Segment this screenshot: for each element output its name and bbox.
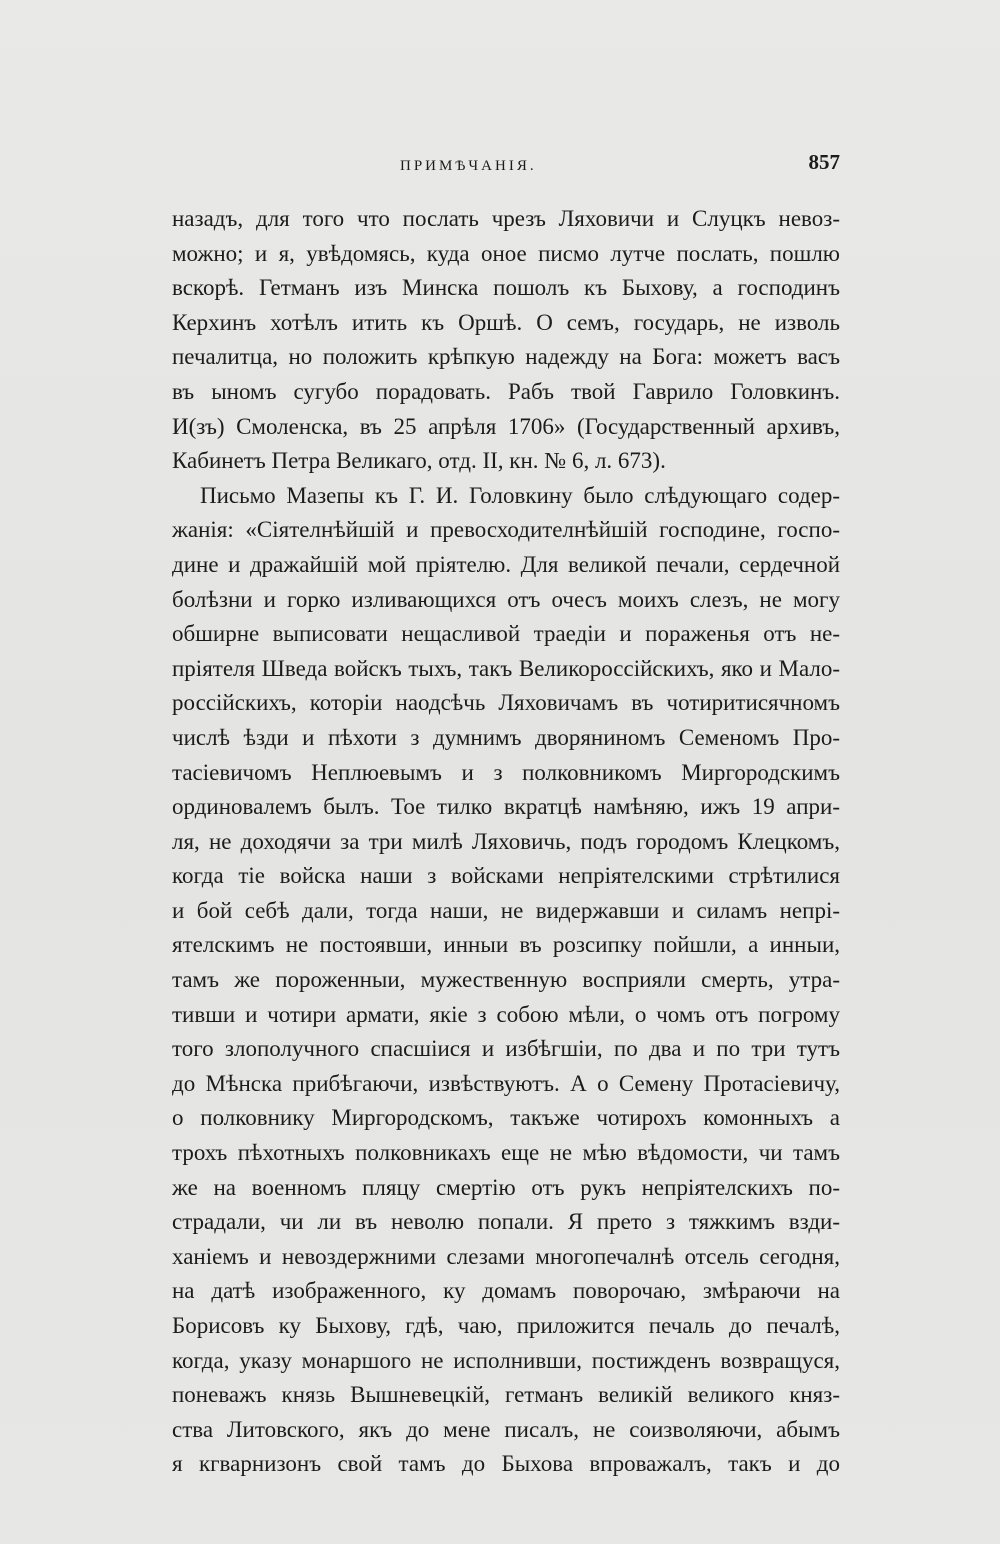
text-line: до Мѣнска прибѣгаючи, извѣствуютъ. А о Семену Протасіевичу, xyxy=(172,1070,840,1096)
text-line: поневажъ князь Вышневецкій, гетманъ великій великого княз- xyxy=(172,1382,840,1408)
text-line: жанія: «Сіятелнѣйшій и превосходителнѣйшій господине, госпо- xyxy=(172,517,840,543)
text-line: ятелскимъ не постоявши, инныи въ розсипку пойшли, а инныи, xyxy=(172,932,840,958)
text-line: ханіемъ и невоздержними слезами многопечалнѣ отсель сегодня, xyxy=(172,1243,840,1269)
text-line: И(зъ) Смоленска, въ 25 апрѣля 1706» (Государственный архивъ, xyxy=(172,413,840,439)
text-line: Борисовъ ку Быхову, гдѣ, чаю, приложится печаль до печалѣ, xyxy=(172,1313,840,1338)
running-head: ПРИМѢЧАНІЯ. xyxy=(400,158,537,174)
text-line: Керхинъ хотѣлъ итить къ Оршѣ. О семъ, государь, не изволь xyxy=(172,309,840,335)
text-line: же на военномъ пляцу смертію отъ рукъ непріятелскихъ по- xyxy=(172,1174,840,1200)
text-line: когда тіе войска наши з войсками непріятелскими стрѣтилися xyxy=(172,863,840,889)
text-line: назадъ, для того что послать чрезъ Ляховичи и Слуцкъ невоз- xyxy=(172,206,840,231)
text-line: того злополучного спасшіися и избѣгшіи, по два и по три тутъ xyxy=(172,1036,840,1062)
text-line: и бой себѣ дали, тогда наши, не видержавши и силамъ непрі- xyxy=(172,897,840,923)
text-line: болѣзни и горко изливающихся отъ очесъ моихъ слезъ, не могу xyxy=(172,586,840,612)
text-line: печалитца, но положить крѣпкую надежду на Бога: можетъ васъ xyxy=(172,344,840,370)
body-text xyxy=(172,202,840,1482)
text-line: ординовалемъ былъ. Тое тилко вкратцѣ намѣняю, ижъ 19 апри- xyxy=(172,794,840,820)
text-line: тасіевичомъ Неплюевымъ и з полковникомъ Миргородскимъ xyxy=(172,759,840,785)
page-header xyxy=(172,150,840,180)
text-line: въ ыномъ сугубо порадовать. Рабъ твой Гаврило Головкинъ. xyxy=(172,378,840,404)
text-line: на датѣ изображенного, ку домамъ поворочаю, змѣраючи на xyxy=(172,1278,840,1304)
text-line: страдали, чи ли въ неволю попали. Я прето з тяжкимъ взди- xyxy=(172,1209,840,1235)
text-line: вскорѣ. Гетманъ изъ Минска пошолъ къ Быхову, а господинъ xyxy=(172,275,840,301)
text-line: тивши и чотири армати, якіе з собою мѣли, о чомъ отъ погрому xyxy=(172,1001,840,1027)
text-line: можно; и я, увѣдомясь, куда оное писмо лутче послать, пошлю xyxy=(172,240,840,266)
text-line: дине и дражайшій мой пріятелю. Для великой печали, сердечной xyxy=(172,551,840,577)
text-line: обширне выписовати нещасливой траедіи и пораженья отъ не- xyxy=(172,621,840,647)
text-line: числѣ ѣзди и пѣхоти з думнимъ дворяниномъ Семеномъ Про- xyxy=(172,724,840,750)
text-line: Письмо Мазепы къ Г. И. Головкину было слѣдующаго содер- xyxy=(200,482,840,508)
text-line: я кгварнизонъ свой тамъ до Быхова впроважалъ, такъ и до xyxy=(172,1451,840,1477)
text-line: трохъ пѣхотныхъ полковникахъ еще не мѣю вѣдомости, чи тамъ xyxy=(172,1140,840,1166)
text-line: о полковнику Миргородскомъ, такъже чотирохъ комонныхъ а xyxy=(172,1105,840,1131)
text-line: Кабинетъ Петра Великаго, отд. II, кн. № 6, л. 673). xyxy=(172,448,666,474)
text-line: ства Литовского, якъ до мене писалъ, не соизволяючи, абымъ xyxy=(172,1416,840,1442)
text-line: ля, не доходячи за три милѣ Ляховичь, подъ городомъ Клецкомъ, xyxy=(172,828,840,854)
text-line: пріятеля Шведа войскъ тыхъ, такъ Великороссійскихъ, яко и Мало- xyxy=(172,655,840,681)
text-line: тамъ же пороженныи, мужественную восприяли смерть, утра- xyxy=(172,967,840,993)
page-number: 857 xyxy=(808,150,840,174)
text-line: россійскихъ, которіи наодсѣчь Ляховичамъ въ чотиритисячномъ xyxy=(172,690,840,716)
text-line: когда, указу монаршого не исполнивши, постижденъ возвращуся, xyxy=(172,1347,840,1373)
